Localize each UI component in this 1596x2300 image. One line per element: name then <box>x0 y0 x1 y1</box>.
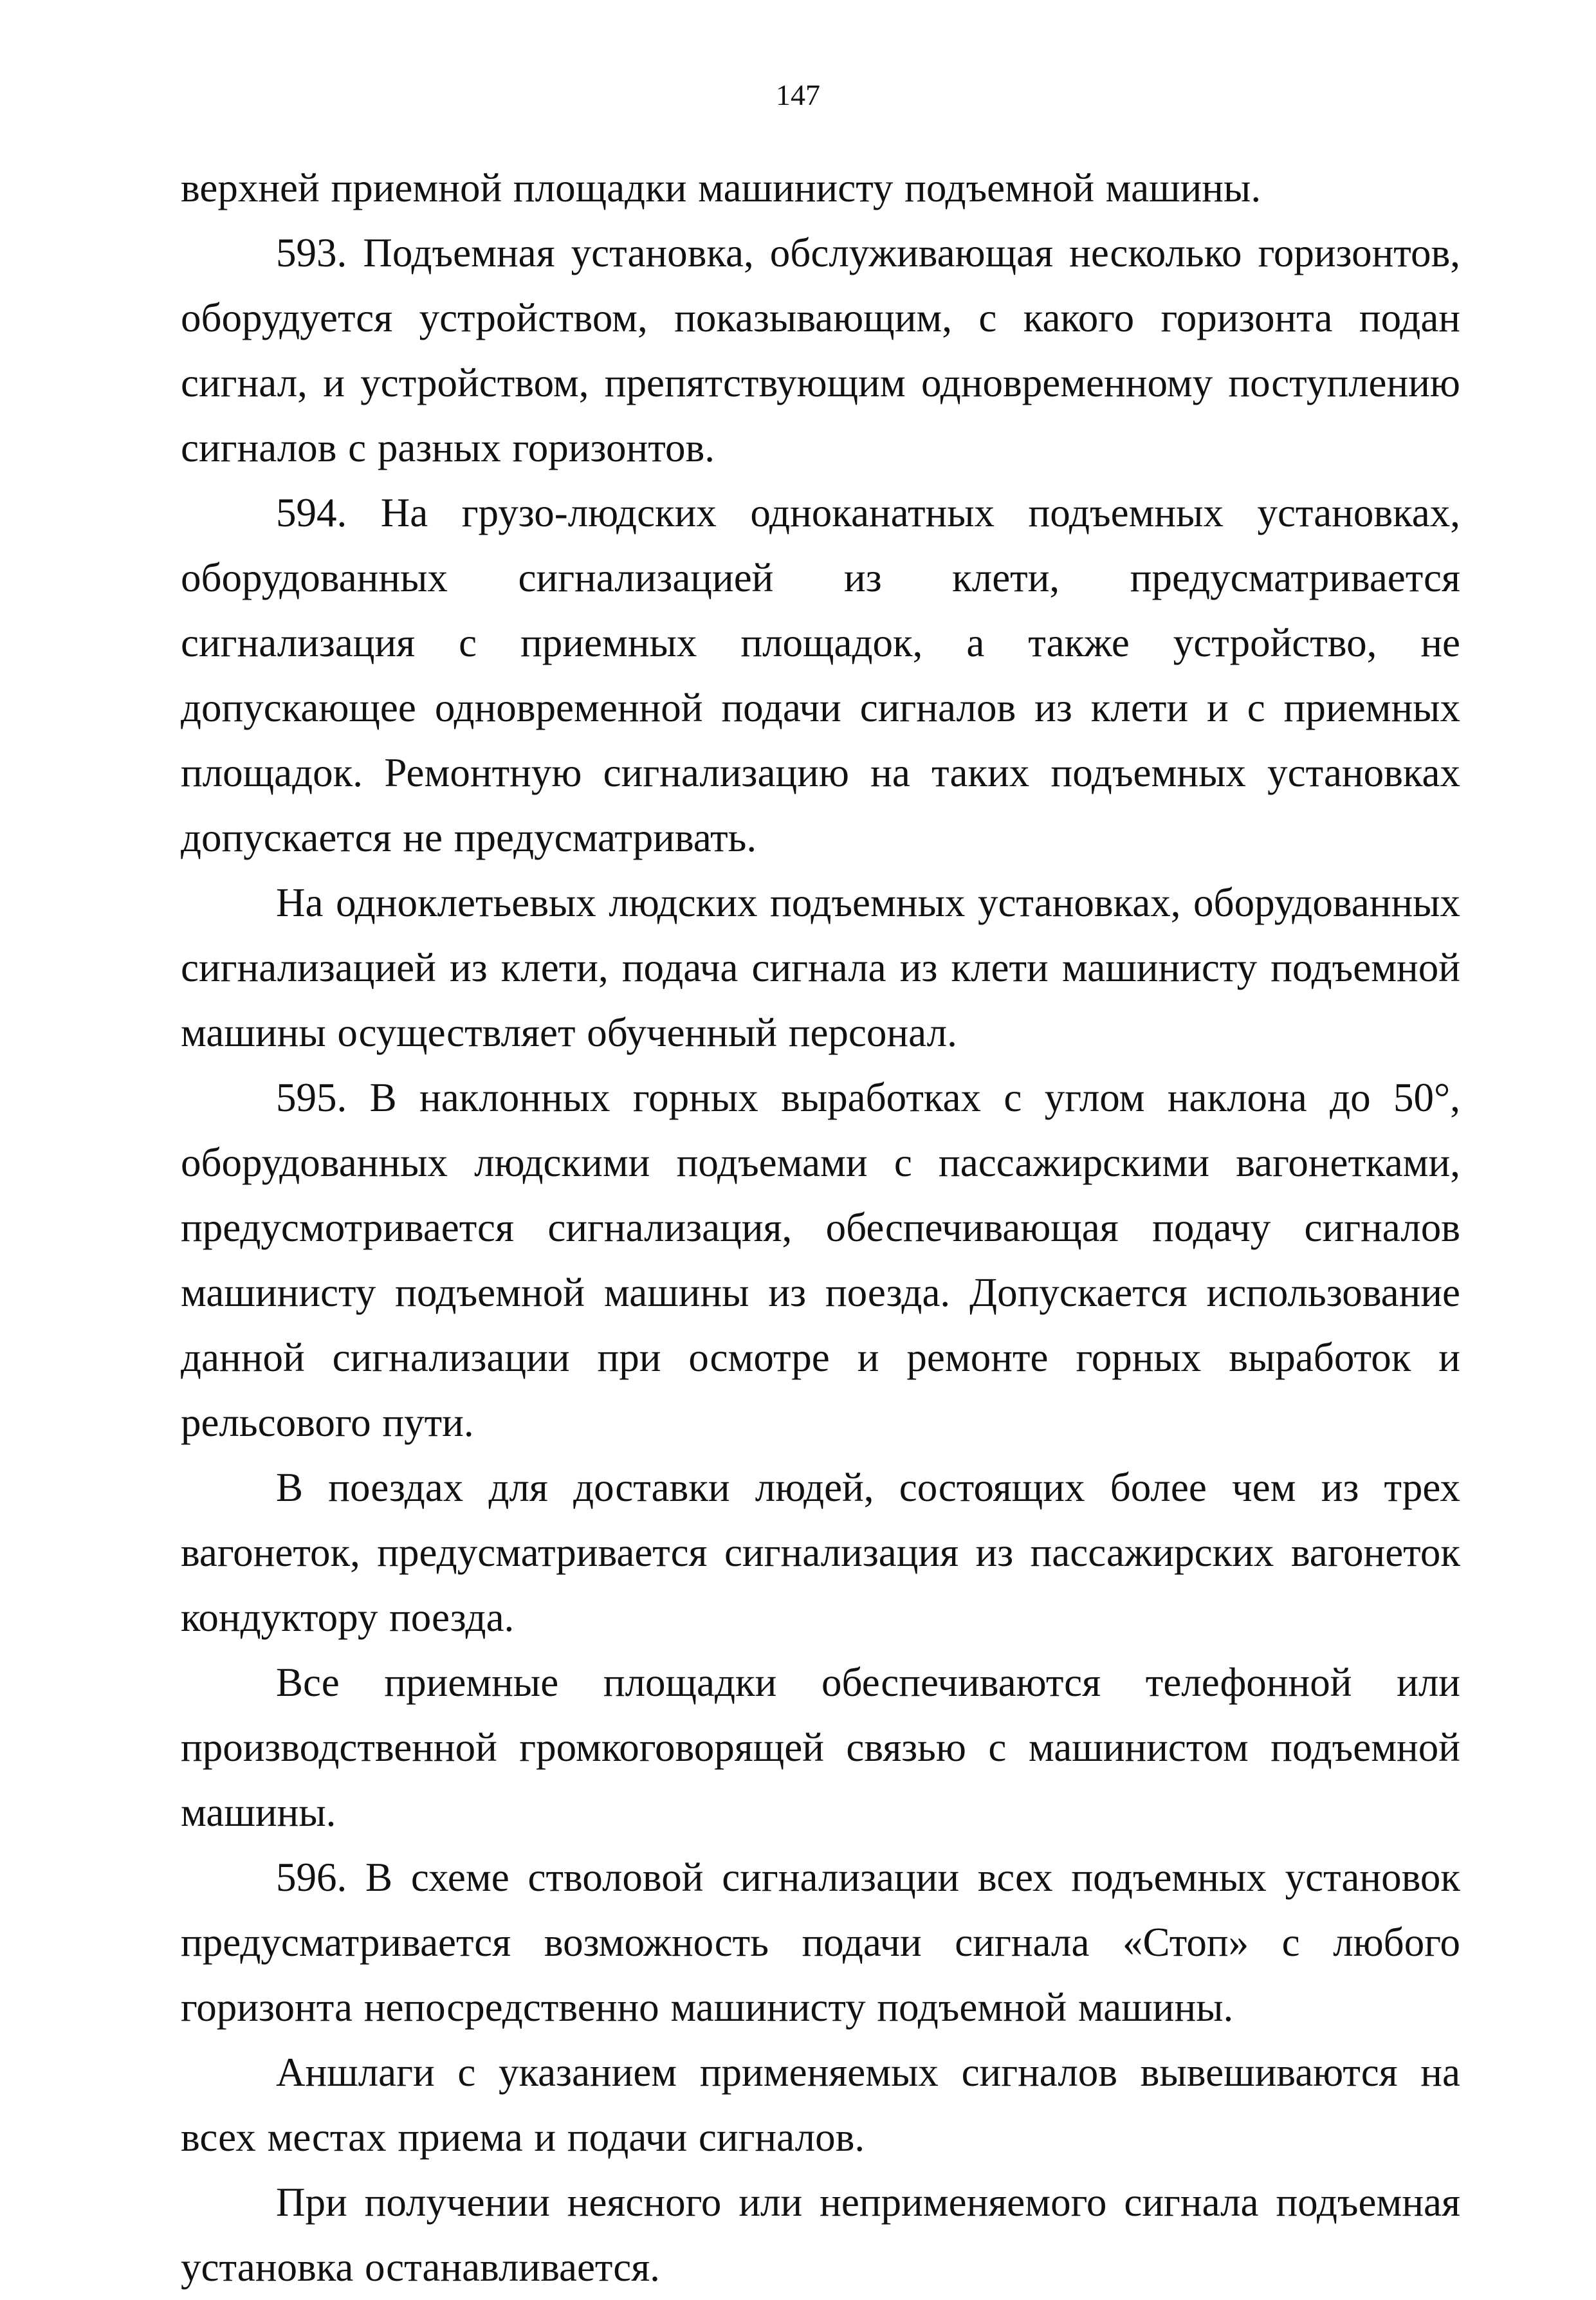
paragraph-single-cage: На одноклетьевых людских подъемных установках, оборудованных сигнализацией из клети, подача сигнала из клети машинисту подъемной машины осуществляет обученный персонал. <box>181 880 1460 1055</box>
paragraph-596: 596. В схеме стволовой сигнализации всех подъемных установок предусматривается возможность подачи сигнала «Стоп» с любого горизонта непосредственно машинисту подъемной машины. <box>181 1855 1460 2030</box>
body-text <box>181 156 1460 2300</box>
paragraph-unclear-signal: При получении неясного или неприменяемого сигнала подъемная установка останавливается. <box>181 2180 1460 2290</box>
paragraph-594: 594. На грузо-людских одноканатных подъемных установках, оборудованных сигнализацией из клети, предусматривается сигнализация с приемных площадок, а также устройство, не допускающее одновременной подачи сигналов из клети и с приемных площадок. Ремонтную сигнализацию на таких подъемных установках допускается не предусматривать. <box>181 490 1460 860</box>
paragraph-landings: Все приемные площадки обеспечиваются телефонной или производственной громкоговорящей связью с машинистом подъемной машины. <box>181 1660 1460 1835</box>
paragraph-signs: Аншлаги с указанием применяемых сигналов вывешиваются на всех местах приема и подачи сигналов. <box>181 2050 1460 2160</box>
paragraph-continuation: верхней приемной площадки машинисту подъемной машины. <box>181 165 1261 210</box>
page-number: 147 <box>776 78 820 111</box>
paragraph-595: 595. В наклонных горных выработках с углом наклона до 50°, оборудованных людскими подъемами с пассажирскими вагонетками, предусмотривается сигнализация, обеспечивающая подачу сигналов машинисту подъемной машины из поезда. Допускается использование данной сигнализации при осмотре и ремонте горных выработок и рельсового пути. <box>181 1075 1460 1445</box>
paragraph-trains: В поездах для доставки людей, состоящих более чем из трех вагонеток, предусматривается сигнализация из пассажирских вагонеток кондуктору поезда. <box>181 1465 1460 1640</box>
paragraph-593: 593. Подъемная установка, обслуживающая несколько горизонтов, оборудуется устройством, показывающим, с какого горизонта подан сигнал, и устройством, препятствующим одновременному поступлению сигналов с разных горизонтов. <box>181 230 1460 470</box>
